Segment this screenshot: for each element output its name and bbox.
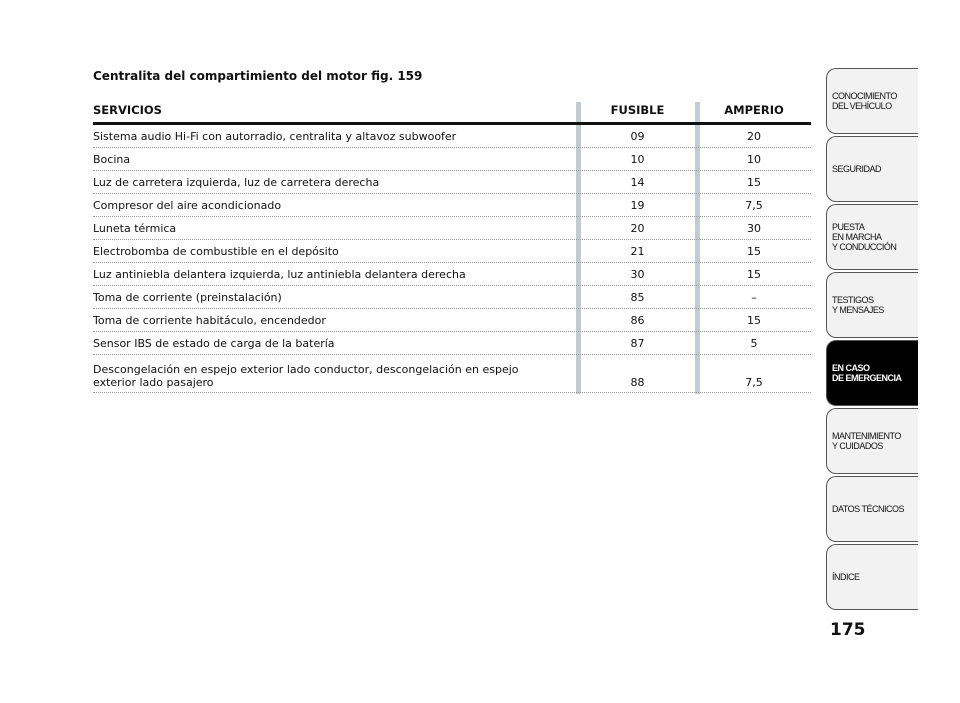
chapter-tab[interactable]: ÍNDICE bbox=[826, 544, 918, 610]
chapter-tabs bbox=[826, 68, 918, 612]
section-title: Centralita del compartimiento del motor fig. 159 bbox=[93, 69, 423, 83]
table-row bbox=[93, 148, 811, 171]
header-amperio: AMPERIO bbox=[724, 103, 784, 117]
ampere-cell: 5 bbox=[750, 336, 758, 350]
service-cell: Sistema audio Hi-Fi con autorradio, centralita y altavoz subwoofer bbox=[93, 129, 457, 143]
ampere-cell: 30 bbox=[747, 221, 761, 235]
header-servicios: SERVICIOS bbox=[93, 103, 162, 117]
fuse-cell: 09 bbox=[630, 129, 645, 143]
service-cell: Luz antiniebla delantera izquierda, luz antiniebla delantera derecha bbox=[93, 267, 466, 281]
table-row bbox=[93, 240, 811, 263]
page-number: 175 bbox=[830, 620, 866, 640]
fuse-table bbox=[93, 98, 811, 393]
chapter-tab[interactable]: SEGURIDAD bbox=[826, 136, 918, 202]
table-row bbox=[93, 171, 811, 194]
ampere-cell: 15 bbox=[747, 313, 761, 327]
ampere-cell: 15 bbox=[747, 267, 761, 281]
service-cell: Sensor IBS de estado de carga de la batería bbox=[93, 336, 335, 350]
table-header bbox=[93, 98, 811, 125]
service-cell: Toma de corriente (preinstalación) bbox=[93, 290, 282, 304]
table-row bbox=[93, 125, 811, 148]
fuse-cell: 30 bbox=[630, 267, 645, 281]
fuse-cell: 20 bbox=[630, 221, 645, 235]
table-row bbox=[93, 332, 811, 355]
service-cell: Luneta térmica bbox=[93, 221, 177, 235]
chapter-tab[interactable]: PUESTA EN MARCHA Y CONDUCCIÓN bbox=[826, 204, 918, 270]
fuse-cell: 19 bbox=[630, 198, 645, 212]
chapter-tab[interactable]: TESTIGOS Y MENSAJES bbox=[826, 272, 918, 338]
fuse-cell: 88 bbox=[630, 376, 645, 389]
table-row bbox=[93, 286, 811, 309]
table-row bbox=[93, 194, 811, 217]
ampere-cell: 10 bbox=[747, 152, 761, 166]
chapter-tab[interactable]: MANTENIMIENTO Y CUIDADOS bbox=[826, 408, 918, 474]
ampere-cell: 7,5 bbox=[745, 198, 763, 212]
table-row bbox=[93, 217, 811, 240]
chapter-tab[interactable]: EN CASO DE EMERGENCIA bbox=[826, 340, 918, 406]
service-cell: Luz de carretera izquierda, luz de carretera derecha bbox=[93, 175, 380, 189]
ampere-cell: 7,5 bbox=[745, 376, 763, 389]
service-cell: Descongelación en espejo exterior lado conductor, descongelación en espejo exterior lado pasajero bbox=[93, 363, 519, 389]
service-cell: Bocina bbox=[93, 152, 131, 166]
table-row bbox=[93, 263, 811, 286]
ampere-cell: 20 bbox=[747, 129, 761, 143]
fuse-cell: 87 bbox=[630, 336, 645, 350]
fuse-cell: 85 bbox=[630, 290, 645, 304]
table-row bbox=[93, 355, 811, 393]
service-cell: Toma de corriente habitáculo, encendedor bbox=[93, 313, 326, 327]
fuse-cell: 21 bbox=[630, 244, 645, 258]
ampere-cell: – bbox=[751, 290, 757, 304]
ampere-cell: 15 bbox=[747, 244, 761, 258]
chapter-tab[interactable]: DATOS TÉCNICOS bbox=[826, 476, 918, 542]
fuse-cell: 10 bbox=[630, 152, 645, 166]
table-row bbox=[93, 309, 811, 332]
fuse-cell: 14 bbox=[630, 175, 645, 189]
fuse-cell: 86 bbox=[630, 313, 645, 327]
ampere-cell: 15 bbox=[747, 175, 761, 189]
service-cell: Compresor del aire acondicionado bbox=[93, 198, 282, 212]
service-cell: Electrobomba de combustible en el depósito bbox=[93, 244, 339, 258]
chapter-tab[interactable]: CONOCIMIENTO DEL VEHÍCULO bbox=[826, 68, 918, 134]
header-fusible: FUSIBLE bbox=[610, 103, 665, 117]
